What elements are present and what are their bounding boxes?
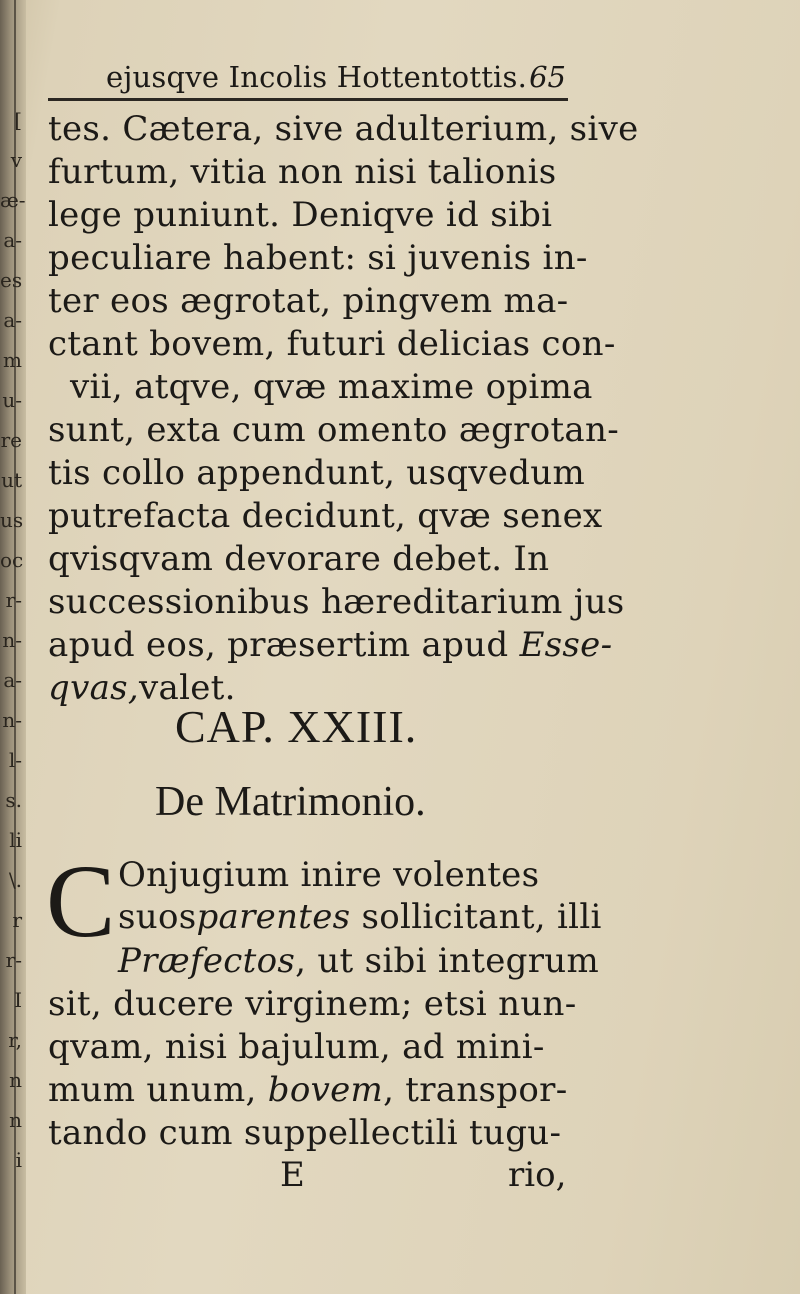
chapter-heading: CAP. XXIII. [175, 701, 418, 752]
text-line: ter eos ægrotat, pingvem ma- [48, 281, 569, 321]
bleed-fragment: n [9, 1068, 22, 1092]
drop-cap: C [46, 844, 116, 959]
text-line: tis collo appendunt, usqvedum [48, 453, 586, 493]
catchword: rio, [508, 1155, 567, 1195]
text-line: qvisqvam devorare debet. In [48, 539, 550, 579]
italic-word: bovem [267, 1070, 384, 1110]
bleed-fragment: æ- [0, 188, 26, 212]
bleed-fragment: \. [8, 868, 22, 892]
bleed-fragment: a- [3, 668, 22, 692]
text-line: Præfectos, ut sibi integrum [118, 941, 599, 981]
bleed-fragment: a- [3, 308, 22, 332]
bleed-fragment: r- [5, 948, 22, 972]
text-line: peculiare habent: si juvenis in- [48, 238, 588, 278]
page-number: 65 [529, 60, 566, 94]
bleed-fragment: I [14, 988, 22, 1012]
bleed-fragment: v [10, 148, 22, 172]
bleed-fragment: u- [2, 388, 22, 412]
bleed-fragment: a- [3, 228, 22, 252]
italic-word: qvas, [48, 668, 139, 708]
text-line: sit, ducere virginem; etsi nun- [48, 984, 577, 1024]
bleed-fragment: i [15, 1148, 22, 1172]
bleed-fragment: re [0, 428, 22, 452]
bleed-fragment: r, [8, 1028, 22, 1052]
text-line: qvas,valet. [48, 668, 236, 708]
text-line: suosparentes sollicitant, illi [118, 897, 602, 937]
signature-mark: E [280, 1155, 305, 1195]
text-line: qvam, nisi bajulum, ad mini- [48, 1027, 545, 1067]
text-line: furtum, vitia non nisi talionis [48, 152, 557, 192]
bleed-fragment: n- [2, 708, 22, 732]
text-line: tando cum suppellectili tugu- [48, 1113, 562, 1153]
running-header [48, 58, 568, 101]
bleed-fragment: es [0, 268, 23, 292]
text-line: successionibus hæreditarium jus [48, 582, 625, 622]
text-line: ctant bovem, futuri delicias con- [48, 324, 616, 364]
bleed-fragment: m [3, 348, 22, 372]
text-line: sunt, exta cum omento ægrotan- [48, 410, 619, 450]
chapter-title: De Matrimonio. [155, 779, 426, 825]
text-line: Onjugium inire volentes [118, 855, 540, 895]
bleed-fragment: [ [14, 108, 22, 132]
text-line: apud eos, præsertim apud Esse- [48, 625, 613, 665]
bleed-fragment: n- [2, 628, 22, 652]
bleed-fragment: r- [5, 588, 22, 612]
running-head: ejusqve Incolis Hottentottis. [106, 60, 528, 94]
bleed-fragment: s. [5, 788, 22, 812]
bleed-fragment: l- [8, 748, 22, 772]
italic-word: parentes [196, 897, 351, 937]
text-line: tes. Cætera, sive adulterium, sive [48, 109, 639, 149]
italic-word: Præfectos [118, 941, 296, 981]
text-line: putrefacta decidunt, qvæ senex [48, 496, 603, 536]
bleed-fragment: li [9, 828, 22, 852]
italic-word: Esse- [519, 625, 613, 665]
bleed-fragment: us [0, 508, 24, 532]
bleed-fragment: oc [0, 548, 24, 572]
bleed-fragment: n [9, 1108, 22, 1132]
bleed-fragment: ut [1, 468, 22, 492]
bleed-fragment: r [12, 908, 22, 932]
text-line: lege puniunt. Deniqve id sibi [48, 195, 553, 235]
text-line: vii, atqve, qvæ maxime opima [70, 367, 593, 407]
text-line: mum unum, bovem, transpor- [48, 1070, 568, 1110]
